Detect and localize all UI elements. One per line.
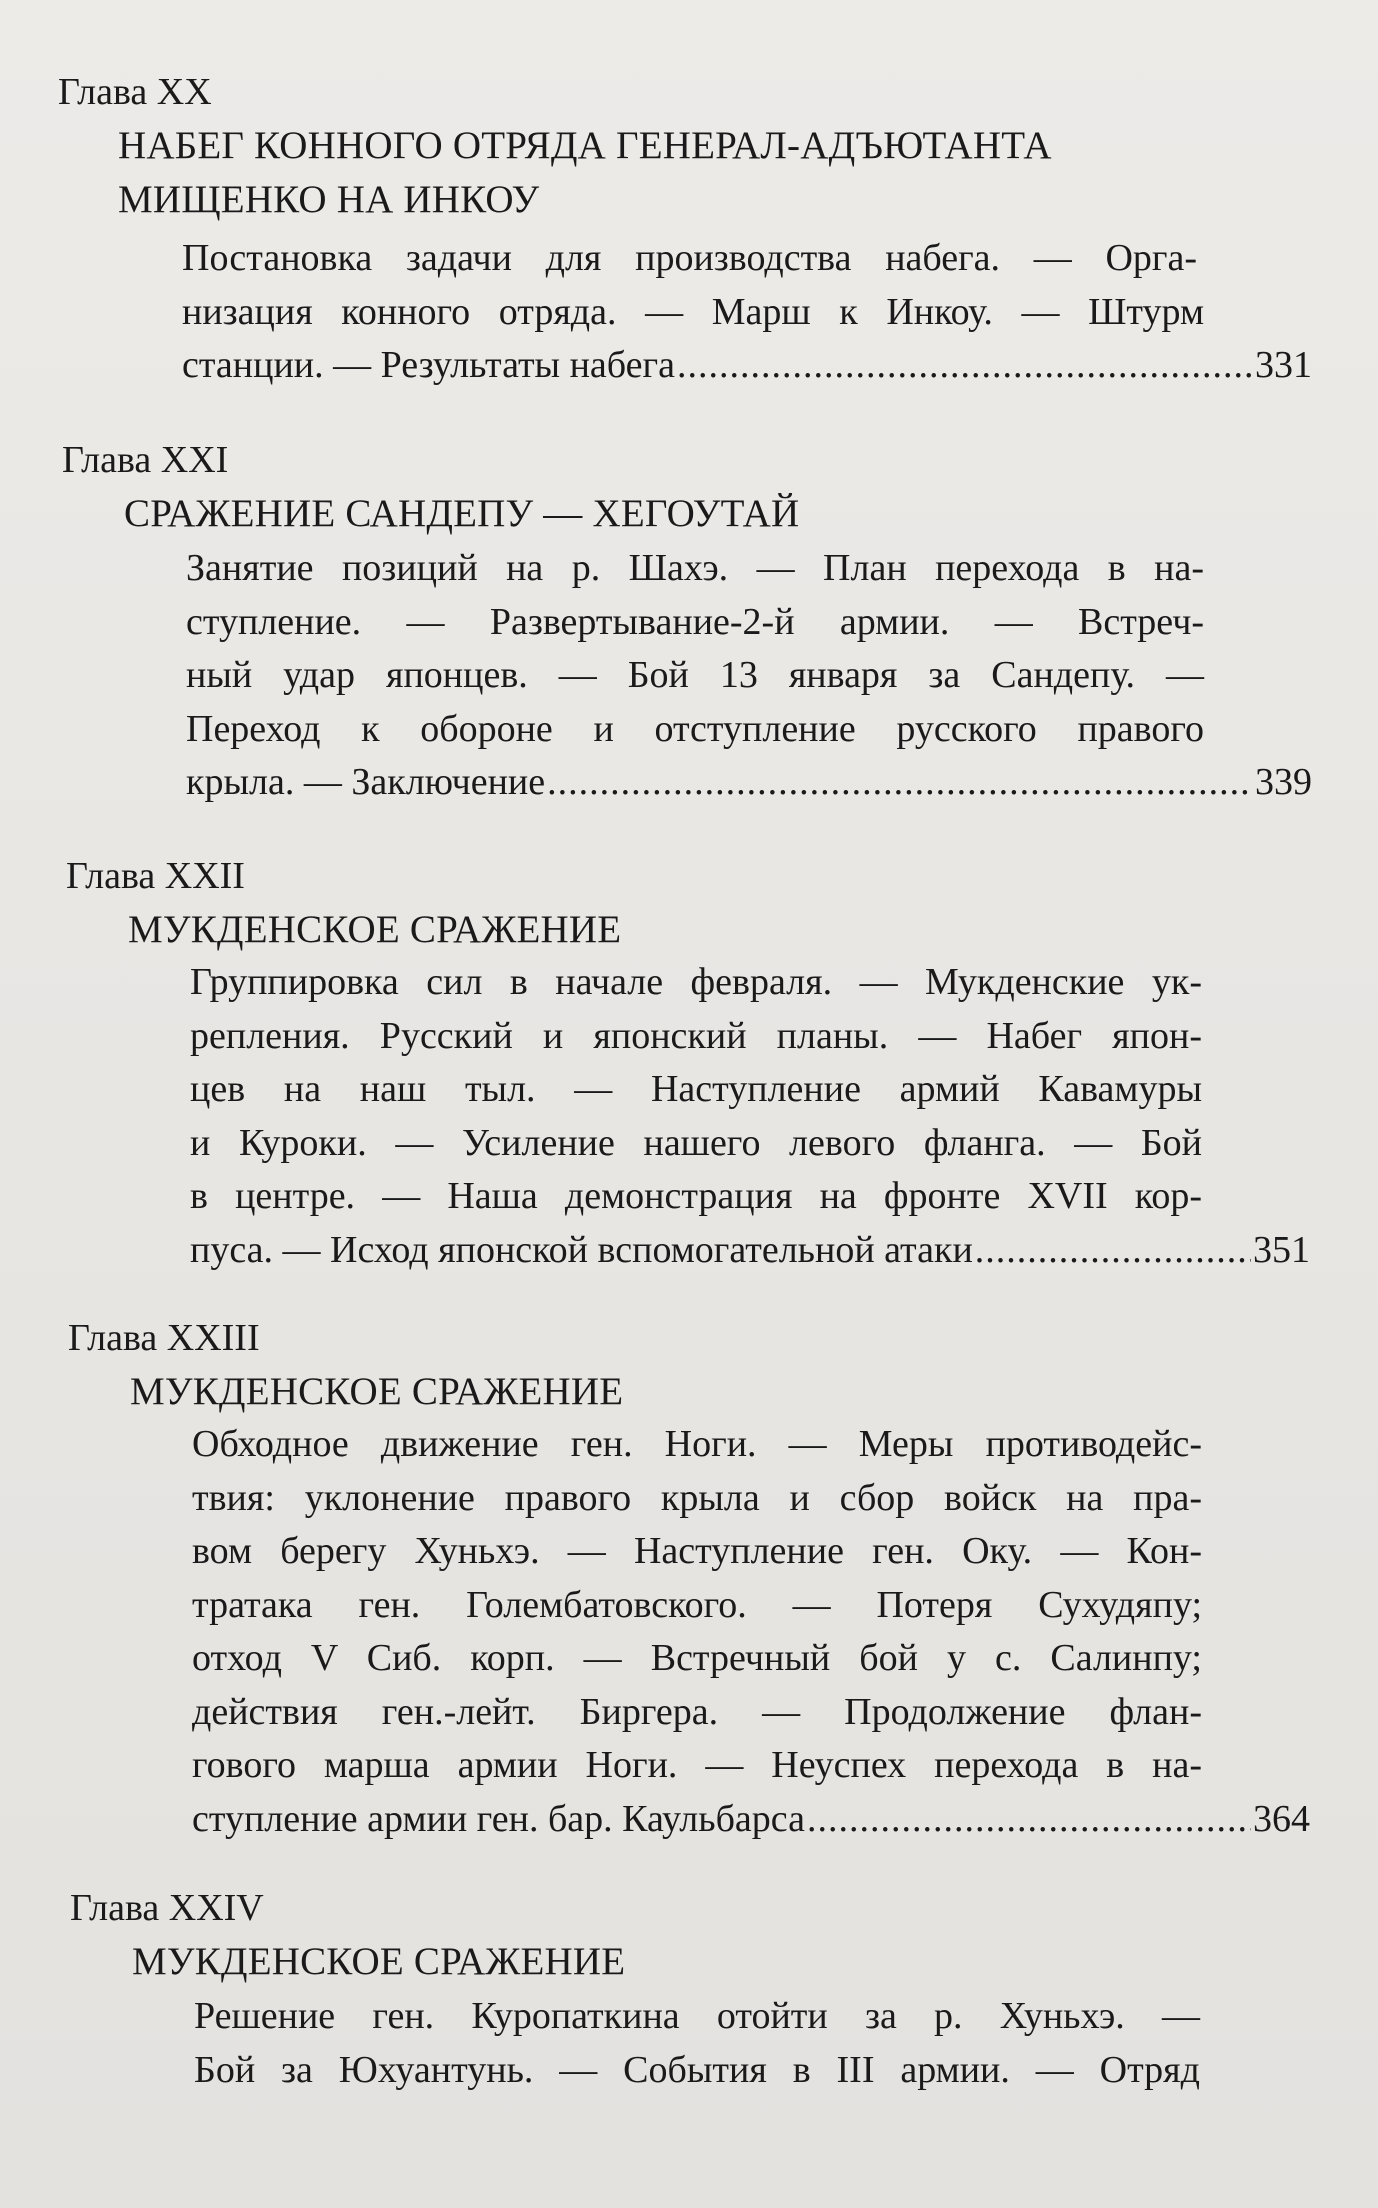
page-number: 331: [1255, 344, 1312, 386]
description-line: Группировка сил в начале февраля. — Мукденские ук-: [190, 961, 1202, 1003]
page-number: 339: [1255, 761, 1312, 803]
chapter-description: [190, 956, 1310, 1277]
description-last-line: [190, 1224, 1310, 1278]
chapter-description: [182, 232, 1312, 393]
description-line: отход V Сиб. корп. — Встречный бой у с. Салинпу;: [192, 1637, 1202, 1679]
chapter-title-line: СРАЖЕНИЕ САНДЕПУ — ХЕГОУТАЙ: [124, 492, 800, 535]
chapter-label: Глава XXI: [62, 439, 229, 481]
chapter-label: Глава XXIV: [70, 1887, 264, 1929]
description-line: Бой за Юхуантунь. — События в III армии. — Отряд: [194, 2048, 1200, 2091]
description-line: Переход к обороне и отступление русского правого: [186, 707, 1204, 750]
chapter-title-line: МУКДЕНСКОЕ СРАЖЕНИЕ: [132, 1940, 626, 1983]
chapter-title-line: МУКДЕНСКОЕ СРАЖЕНИЕ: [130, 1370, 624, 1413]
description-line: и Куроки. — Усиление нашего левого фланга. — Бой: [190, 1121, 1202, 1164]
leader-dots: [677, 339, 1253, 393]
leader-dots: [807, 1793, 1251, 1847]
chapter-label: Глава XX: [58, 71, 212, 113]
leader-dots: [975, 1224, 1251, 1278]
description-line: в центре. — Наша демонстрация на фронте XVII кор-: [190, 1175, 1202, 1217]
chapter-title-line: НАБЕГ КОННОГО ОТРЯДА ГЕНЕРАЛ-АДЪЮТАНТА: [118, 124, 1052, 167]
chapter-label: Глава XXIII: [68, 1317, 260, 1359]
page-number: 351: [1253, 1228, 1310, 1271]
description-line: низация конного отряда. — Марш к Инкоу. — Штурм: [182, 290, 1204, 333]
description-line: гового марша армии Ноги. — Неуспех перехода в на-: [192, 1744, 1202, 1786]
description-text: крыла. — Заключение: [186, 761, 546, 803]
chapter-description: [186, 542, 1312, 810]
description-line: Решение ген. Куропаткина отойти за р. Хуньхэ. —: [194, 1995, 1200, 2037]
page-number: 364: [1253, 1797, 1310, 1840]
description-line: Обходное движение ген. Ноги. — Меры противодейс-: [192, 1423, 1202, 1465]
description-line: цев на наш тыл. — Наступление армий Кавамуры: [190, 1068, 1202, 1110]
description-line: действия ген.-лейт. Биргера. — Продолжение флан-: [192, 1690, 1202, 1733]
chapter-title-line: МИЩЕНКО НА ИНКОУ: [118, 178, 540, 221]
description-text: станции. — Результаты набега: [182, 344, 675, 386]
chapter-description: [192, 1418, 1310, 1846]
chapter-label: Глава XXII: [66, 855, 245, 897]
chapter-title-line: МУКДЕНСКОЕ СРАЖЕНИЕ: [128, 908, 622, 951]
chapter-description: [194, 1990, 1204, 2097]
description-line: ступление. — Развертывание-2-й армии. — Встреч-: [186, 600, 1204, 643]
description-line: репления. Русский и японский планы. — Набег япон-: [190, 1014, 1202, 1057]
leader-dots: [547, 756, 1253, 810]
description-last-line: [192, 1793, 1310, 1847]
description-text: пуса. — Исход японской вспомогательной атаки: [190, 1228, 973, 1271]
description-line: ный удар японцев. — Бой 13 января за Сандепу. —: [186, 654, 1204, 696]
description-last-line: [186, 756, 1312, 810]
description-line: Постановка задачи для производства набега. — Орга-: [182, 237, 1197, 279]
description-text: ступление армии ген. бар. Каульбарса: [192, 1797, 805, 1840]
description-last-line: [182, 339, 1312, 393]
description-line: Занятие позиций на р. Шахэ. — План перехода в на-: [186, 547, 1204, 589]
description-line: тратака ген. Голембатовского. — Потеря Сухудяпу;: [192, 1583, 1202, 1626]
description-line: вом берегу Хуньхэ. — Наступление ген. Оку. — Кон-: [192, 1530, 1202, 1572]
description-line: твия: уклонение правого крыла и сбор войск на пра-: [192, 1476, 1202, 1519]
